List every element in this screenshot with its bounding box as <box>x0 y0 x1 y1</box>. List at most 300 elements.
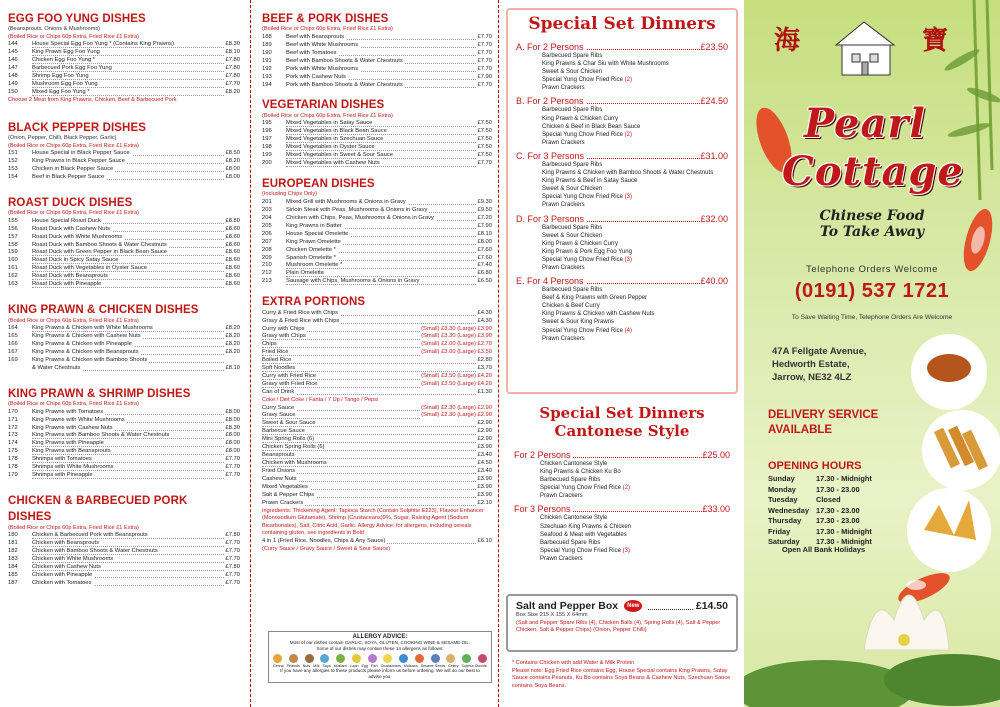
set-dinner-dish <box>516 193 728 201</box>
item-price: £4.30 <box>477 309 492 316</box>
section-title: EXTRA PORTIONS <box>262 296 366 309</box>
set-label: B. For 2 Persons <box>516 96 584 107</box>
item-list <box>8 150 240 182</box>
item-name-wrap <box>32 281 224 289</box>
item-name: Roast Duck with Pineapple <box>32 281 102 288</box>
allergy-line: Most of our dishes contain GARLIC, SOYA, GLUTEN, COOKING WINE & SESAME OIL. <box>289 640 471 645</box>
section-subtitle: (Onion, Pepper, Chilli, Black Pepper, Garlic) <box>8 134 117 141</box>
item-number: 185 <box>8 572 18 579</box>
menu-item-row <box>262 310 492 318</box>
item-name: Fried Rice <box>262 349 289 356</box>
menu-item-row <box>262 120 492 128</box>
item-number: 194 <box>262 81 272 88</box>
item-name-wrap <box>32 49 224 57</box>
item-name-wrap <box>32 73 224 81</box>
item-name-wrap <box>262 365 476 373</box>
item-number: 181 <box>8 540 18 547</box>
section-subtitle: (Boiled Rice or Chips 60p Extra, Fried Rice £1 Extra) <box>8 33 139 40</box>
item-list <box>8 218 240 289</box>
item-name-wrap <box>286 74 476 82</box>
menu-item-row <box>262 444 492 452</box>
set-price: £23.50 <box>700 42 728 52</box>
extra-portions-section <box>262 295 492 553</box>
item-number: 192 <box>262 65 272 72</box>
set-dinner-dish <box>516 327 728 335</box>
menu-item-row <box>262 42 492 50</box>
section-subtitle: (Including Chips Only) <box>262 191 318 198</box>
allergen-label: Mustard <box>333 663 347 668</box>
item-price: £4.30 <box>477 317 492 324</box>
fish-icon <box>399 654 408 663</box>
section-subtitle: (Beansprouts, Onions & Mushrooms) <box>8 26 101 33</box>
item-price: £7.50 <box>477 144 492 151</box>
item-name: Shrimps with White Mushrooms <box>32 464 114 471</box>
item-name: Beef with Bamboo Shoots & Water Chestnuts <box>286 57 403 64</box>
dish-portion: (2) <box>622 131 632 138</box>
set-list <box>514 450 730 563</box>
section-title: BLACK PEPPER DISHES <box>8 121 147 134</box>
item-number: 198 <box>262 144 272 151</box>
item-name: Curry & Fried Rice with Chips <box>262 309 339 316</box>
hours-time: 17.30 - 23.00 <box>816 484 860 494</box>
menu-item-row <box>262 58 492 66</box>
item-name-wrap <box>32 333 224 341</box>
item-name-wrap <box>286 199 476 207</box>
item-name-wrap <box>262 428 476 436</box>
item-name: Chicken with Bamboo Shoots & Water Chestnuts <box>32 548 158 555</box>
divider <box>250 0 251 707</box>
item-name: Pork with Cashew Nuts <box>286 73 346 80</box>
set-dinner-dish: Sweet & Sour King Prawns <box>542 319 615 326</box>
item-price: £8.80 <box>225 217 240 224</box>
menu-item-row <box>262 436 492 444</box>
item-number: 203 <box>262 206 272 213</box>
nut-icon <box>305 654 314 663</box>
set-dinner-dish: King Prawn & Chicken Curry <box>542 240 619 247</box>
item-name: Mixed Vegetables <box>262 483 308 490</box>
salt-pepper-price: £14.50 <box>695 600 728 612</box>
item-name: Mixed Grill with Mushrooms & Onions in Gravy <box>286 198 406 205</box>
item-price: £8.00 <box>225 408 240 415</box>
item-name-wrap <box>32 242 224 250</box>
item-name-wrap <box>32 349 224 357</box>
item-size-prices: (Small) £3.30 (Large) £3.90 <box>421 333 492 340</box>
section-title: VEGETARIAN DISHES <box>262 99 385 112</box>
menu-item-row <box>262 500 492 508</box>
item-name: King Prawns & Chicken with Pineapple <box>32 340 132 347</box>
item-number: 171 <box>8 416 18 423</box>
set-dinner-dish: King Prawns & Chicken Ku Bo <box>540 469 621 476</box>
item-price: £4.50 <box>477 460 492 467</box>
set-dinner-dish: King Prawns & Chicken with Cashew Nuts <box>542 311 655 318</box>
set-dinner-dish: Barbecued Spare Ribs <box>540 477 601 484</box>
menu-item-row <box>262 136 492 144</box>
item-price: £2.90 <box>477 420 492 427</box>
phone-note: To Save Waiting Time, Telephone Orders Are Welcome <box>791 314 953 321</box>
set-dinner-dish: Chicken Cantonese Style <box>540 515 608 522</box>
item-list <box>8 41 240 97</box>
item-name-wrap <box>286 128 476 136</box>
item-name-wrap <box>262 476 476 484</box>
item-name-wrap <box>32 548 224 556</box>
item-name-wrap <box>32 234 224 242</box>
hours-day: Tuesday <box>768 495 798 505</box>
set-label: A. For 2 Persons <box>516 42 584 52</box>
item-name: Roast Duck in Spicy Satay Sauce <box>32 257 119 264</box>
menu-item-row <box>262 270 492 278</box>
item-price: £7.80 <box>225 564 240 571</box>
item-name: Chicken Omelette * <box>286 246 336 253</box>
menu-item-row <box>262 82 492 90</box>
hours-row <box>768 495 872 506</box>
set-dinner-dish: Chicken & Beef in Black Bean Sauce <box>542 123 641 130</box>
item-name: Mixed Vegetables in Satay Sauce <box>286 120 373 127</box>
item-name-wrap <box>286 262 476 270</box>
item-list <box>262 120 492 168</box>
item-name: King Prawns in Black Pepper Sauce <box>32 157 125 164</box>
set-label-wrap <box>516 42 700 52</box>
address <box>772 346 867 384</box>
item-price: £2.10 <box>477 499 492 506</box>
allergen-label: Peanuts <box>286 663 300 668</box>
allergen-label: Sesame Seeds <box>420 663 446 668</box>
menu-item-row <box>8 333 240 341</box>
brand-name-line-2: Cottage <box>782 148 964 195</box>
menu-item-row <box>262 412 492 420</box>
menu-item-row <box>262 207 492 215</box>
allergen-label: Egg <box>361 663 368 668</box>
item-number: 207 <box>262 238 272 245</box>
item-name: Gravy Sauce <box>262 412 296 419</box>
cantonese-sets-box <box>506 400 738 588</box>
menu-item-row <box>262 152 492 160</box>
item-name-wrap <box>32 409 224 417</box>
menu-item-row <box>262 357 492 365</box>
item-name: King Prawn Egg Foo Yung <box>32 49 100 56</box>
european-section <box>262 177 492 286</box>
item-price: £3.90 <box>477 491 492 498</box>
item-name-wrap <box>32 540 224 548</box>
item-price: £7.70 <box>225 540 240 547</box>
set-label-wrap <box>514 450 702 460</box>
menu-item-row <box>262 373 492 381</box>
item-name: Barbecue Sauce <box>262 428 305 435</box>
item-number: 179 <box>8 472 18 479</box>
item-name-wrap <box>262 484 476 492</box>
item-price: £8.10 <box>225 364 240 371</box>
item-number: 155 <box>8 217 18 224</box>
set-dinner-dish <box>516 131 728 139</box>
item-price: £7.80 <box>225 532 240 539</box>
item-name-wrap <box>286 278 476 286</box>
item-price: £3.90 <box>477 483 492 490</box>
menu-panel-2 <box>252 0 496 707</box>
menu-item-row <box>8 158 240 166</box>
menu-item-row <box>262 255 492 263</box>
item-number: 175 <box>8 448 18 455</box>
item-price: £7.60 <box>477 254 492 261</box>
menu-item-row <box>262 34 492 42</box>
item-number: 151 <box>8 150 18 157</box>
delivery-notice <box>768 408 878 438</box>
item-number: 169 <box>8 356 18 363</box>
section-title: KING PRAWN & SHRIMP DISHES <box>8 387 191 400</box>
set-dinner-dish: Barbecued Spare Ribs <box>540 539 601 546</box>
menu-item-row <box>8 89 240 97</box>
item-price: £3.40 <box>477 452 492 459</box>
item-name-wrap <box>262 318 476 326</box>
item-number: 189 <box>262 41 272 48</box>
item-number: 213 <box>262 278 272 285</box>
item-name: Pork with Bamboo Shoots & Water Chestnuts <box>286 81 403 88</box>
item-name: Spanish Omelette * <box>286 254 336 261</box>
item-number: 162 <box>8 273 18 280</box>
menu-item-row <box>262 128 492 136</box>
menu-item-row <box>8 417 240 425</box>
hours-row <box>768 474 872 485</box>
item-name-wrap <box>286 42 476 50</box>
egg-icon <box>383 654 392 663</box>
menu-item-row <box>262 239 492 247</box>
menu-item-row <box>8 456 240 464</box>
item-name-wrap <box>262 460 476 468</box>
menu-item-row <box>8 357 240 365</box>
menu-item-row <box>262 349 492 357</box>
item-name: Beef with Beansprouts <box>286 33 345 40</box>
roast-duck-section <box>8 196 240 289</box>
allergen-label: Nuts <box>302 663 311 668</box>
sulphur-icon <box>478 654 487 663</box>
menu-item-row <box>262 74 492 82</box>
item-name-wrap <box>32 218 224 226</box>
menu-item-row <box>262 66 492 74</box>
dish-name: Special Yung Chow Fried Rice <box>542 77 623 84</box>
item-name: House Special in Black Pepper Sauce <box>32 150 130 157</box>
item-name-wrap <box>32 532 224 540</box>
menu-item-row <box>262 50 492 58</box>
item-name: Chicken with Cashew Nuts <box>32 564 101 571</box>
delivery-line: DELIVERY SERVICE <box>768 409 879 421</box>
set-dinner-dish: Sweet & Sour Chicken <box>542 232 603 239</box>
item-price: £8.20 <box>225 157 240 164</box>
item-name-wrap <box>286 34 476 42</box>
mollusc-icon <box>431 654 440 663</box>
menu-item-row <box>262 278 492 286</box>
section-note: Choose 2 Meat from King Prawns, Chicken, Beef & Barbecued Pork <box>8 97 177 104</box>
item-name-wrap <box>32 564 224 572</box>
box-size: Box Size 215 X 155 X 64mm <box>516 612 588 618</box>
allergen-label: Lupin <box>349 663 359 668</box>
item-name-wrap <box>32 365 224 373</box>
menu-item-row <box>8 249 240 257</box>
menu-item-row <box>8 432 240 440</box>
item-size-prices: (Small) £3.50 (Large) £4.20 <box>421 381 492 388</box>
item-price: £3.90 <box>477 475 492 482</box>
item-price: £7.70 <box>225 81 240 88</box>
menu-item-row <box>262 381 492 389</box>
item-name: Beef in Black Pepper Sauce <box>32 173 105 180</box>
section-title: Special Set Dinners <box>528 14 716 34</box>
item-name-wrap <box>262 500 476 508</box>
box-contents: (Salt and Pepper Spare Ribs (4), Chicken Balls (4), Spring Rolls (4), Salt & Pepper Chicken, Salt & Pepper Chips) (Onion, Pepper Chilli) <box>516 619 721 634</box>
item-price: £8.50 <box>225 150 240 157</box>
item-number: 173 <box>8 432 18 439</box>
section-subtitle: (Boiled Rice or Chips 60p Extra, Fried Rice £1 Extra) <box>8 401 139 408</box>
hours-time: 17.30 - 23.00 <box>816 516 860 526</box>
footnote-line: * Contains Chicken with add Water & Milk Protein <box>512 660 635 666</box>
item-name-wrap <box>286 82 476 90</box>
set-dinner-dish: King Prawn & Pork Egg Foo Yung <box>542 248 632 255</box>
king-prawn-shrimp-section <box>8 387 240 480</box>
item-name-wrap <box>32 456 224 464</box>
menu-item-row <box>262 333 492 341</box>
item-name: & Water Chestnuts <box>32 364 81 371</box>
item-name: Roast Duck with Bamboo Shoots & Water Chestnuts <box>32 241 167 248</box>
menu-item-row <box>262 247 492 255</box>
dish-portion: (2) <box>620 485 630 492</box>
item-number: 205 <box>262 222 272 229</box>
menu-item-row <box>262 144 492 152</box>
item-name-wrap <box>262 326 420 334</box>
set-dinner-heading <box>516 96 728 106</box>
item-name: Chips <box>262 341 277 348</box>
dish-portion: (2) <box>622 77 632 84</box>
item-name-wrap <box>32 440 224 448</box>
item-list <box>262 199 492 286</box>
item-number: 149 <box>8 81 18 88</box>
item-name: Prawn Crackers <box>262 499 304 506</box>
hours-day: Thursday <box>768 516 802 526</box>
item-number: 152 <box>8 157 18 164</box>
menu-item-row <box>262 318 492 326</box>
item-price: £8.00 <box>225 448 240 455</box>
item-number: 196 <box>262 128 272 135</box>
item-price: £7.20 <box>477 214 492 221</box>
item-name-wrap <box>262 381 420 389</box>
set-dinner-heading <box>516 214 728 224</box>
item-name-wrap <box>32 249 224 257</box>
item-name: Chicken & Barbecued Pork with Beansprouts <box>32 532 148 539</box>
item-price: £7.50 <box>477 136 492 143</box>
item-number: 197 <box>262 136 272 143</box>
item-size-prices: (Small) £2.30 (Large) £2.90 <box>421 404 492 411</box>
dish-portion: (3) <box>620 547 630 554</box>
item-price: £7.50 <box>477 128 492 135</box>
set-label-wrap <box>516 214 700 224</box>
menu-item-row <box>8 440 240 448</box>
four-in-one-row <box>262 538 492 546</box>
drinks-note: Coke / Diet Coke / Fanta / 7 Up / Tango / Pepsi <box>262 396 379 403</box>
item-list <box>262 405 492 508</box>
vegetarian-section <box>262 98 492 168</box>
dish-portion: (3) <box>622 256 632 263</box>
menu-item-row <box>8 564 240 572</box>
section-subtitle: (Boiled Rice or Chips 60p Extra, Fried Rice £1 Extra) <box>262 26 393 33</box>
item-number: 146 <box>8 57 18 64</box>
divider <box>498 0 499 707</box>
menu-item-row <box>262 365 492 373</box>
item-name: King Prawns with Cashew Nuts <box>32 424 113 431</box>
item-name: Roast Duck with Beansprouts <box>32 273 109 280</box>
lotus-flower-illustration <box>744 595 1000 707</box>
section-title: KING PRAWN & CHICKEN DISHES <box>8 304 199 317</box>
footnote-line: Please note: Egg Fried Rice contains Egg, House Special contains King Prawns, Satay Sauce contains Peanuts, Ku Bo contains Soya Beans & Cashew Nuts, Szechuan Sauce contains Soya Beans. <box>512 667 731 689</box>
salt-pepper-title: Salt and Pepper Box <box>516 600 619 612</box>
item-name-wrap <box>286 66 476 74</box>
phone-number[interactable]: (0191) 537 1721 <box>794 280 950 302</box>
menu-item-row <box>8 242 240 250</box>
item-price: £7.70 <box>477 57 492 64</box>
item-number: 161 <box>8 265 18 272</box>
menu-item-row <box>8 556 240 564</box>
item-price: £3.70 <box>477 365 492 372</box>
menu-item-row <box>262 460 492 468</box>
hours-row <box>768 516 872 527</box>
item-name: Mixed Vegetables with Cashew Nuts <box>286 160 380 167</box>
hours-row <box>768 485 872 496</box>
item-number: 159 <box>8 249 18 256</box>
item-name-wrap <box>32 174 224 182</box>
set-dinner-dish: Sweet & Sour Chicken <box>542 186 603 193</box>
item-price: £9.30 <box>477 198 492 205</box>
tagline-line-1: Chinese Food <box>819 208 925 224</box>
menu-item-row <box>262 223 492 231</box>
item-name-wrap <box>32 57 224 65</box>
item-name-wrap <box>32 464 224 472</box>
new-badge: New <box>624 600 642 612</box>
footnote <box>512 660 736 690</box>
sesame-icon <box>446 654 455 663</box>
item-name: House Special Egg Foo Yung * (Contains King Prawns) <box>32 41 174 48</box>
item-price: £8.30 <box>225 424 240 431</box>
item-price: £7.70 <box>225 572 240 579</box>
item-name: Mixed Vegetables in Sweet & Sour Sauce <box>286 152 393 159</box>
menu-item-row <box>262 262 492 270</box>
item-name: Roast Duck with Green Pepper in Black Bean Sauce <box>32 249 168 256</box>
item-number: 183 <box>8 556 18 563</box>
item-name: Curry Sauce <box>262 404 295 411</box>
item-price: £6.50 <box>477 278 492 285</box>
item-name-wrap <box>32 472 224 480</box>
set-dinner-heading <box>516 276 728 286</box>
item-price: £7.70 <box>225 579 240 586</box>
item-name-wrap <box>262 452 476 460</box>
item-number: 178 <box>8 464 18 471</box>
item-price: £7.60 <box>477 246 492 253</box>
item-price: £7.70 <box>477 81 492 88</box>
item-name: Sweet & Sour Sauce <box>262 420 316 427</box>
item-name-wrap <box>32 166 224 174</box>
special-set-dinners-box <box>506 8 738 394</box>
item-number: 167 <box>8 348 18 355</box>
item-name: Salt & Pepper Chips <box>262 491 315 498</box>
address-line: Jarrow, NE32 4LZ <box>772 371 852 383</box>
item-list <box>262 34 492 90</box>
item-number: 200 <box>262 160 272 167</box>
hours-time: Closed <box>816 495 841 505</box>
section-subtitle: (Boiled Rice or Chips 60p Extra, Fried Rice £1 Extra) <box>8 317 139 324</box>
item-list <box>8 409 240 480</box>
item-name-wrap <box>286 207 476 215</box>
item-price: £9.50 <box>477 206 492 213</box>
item-name: Curry with Fried Rice <box>262 373 317 380</box>
item-number: 187 <box>8 579 18 586</box>
item-number: 144 <box>8 41 18 48</box>
item-name: Roast Duck with Cashew Nuts <box>32 225 110 232</box>
item-number: 182 <box>8 548 18 555</box>
item-name-wrap <box>286 247 476 255</box>
menu-item-row <box>8 540 240 548</box>
